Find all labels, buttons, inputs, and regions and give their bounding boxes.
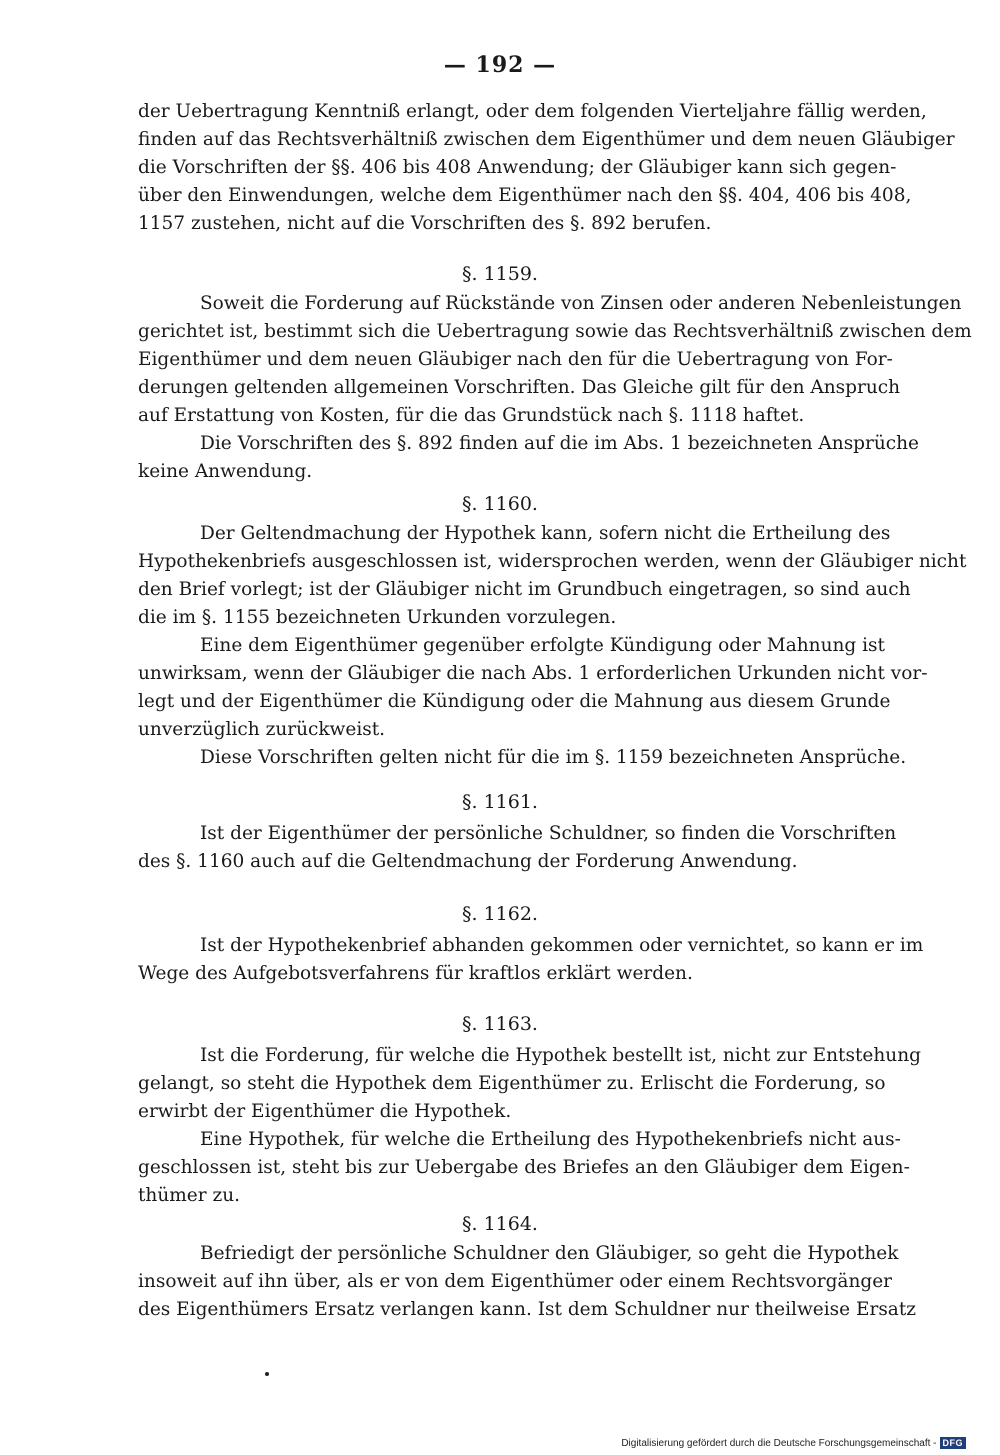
dfg-logo-icon: DFG [940, 1437, 967, 1449]
section-heading: §. 1164. [462, 1213, 538, 1235]
text-line: Eine Hypothek, für welche die Ertheilung des Hypothekenbriefs nicht aus- [200, 1129, 901, 1150]
text-line: finden auf das Rechtsverhältniß zwischen dem Eigenthümer und dem neuen Gläubiger [138, 129, 955, 150]
text-line: geschlossen ist, steht bis zur Uebergabe des Briefes an den Gläubiger dem Eigen- [138, 1157, 910, 1178]
section-heading: §. 1162. [462, 903, 538, 925]
text-line: Ist der Eigenthümer der persönliche Schuldner, so finden die Vorschriften [200, 823, 897, 844]
text-line: erwirbt der Eigenthümer die Hypothek. [138, 1101, 512, 1122]
text-line: den Brief vorlegt; ist der Gläubiger nicht im Grundbuch eingetragen, so sind auch [138, 579, 911, 600]
text-line: des §. 1160 auch auf die Geltendmachung der Forderung Anwendung. [138, 851, 798, 872]
text-line: Ist die Forderung, für welche die Hypothek bestellt ist, nicht zur Entstehung [200, 1045, 921, 1066]
text-line: derungen geltenden allgemeinen Vorschriften. Das Gleiche gilt für den Anspruch [138, 377, 901, 398]
text-line: 1157 zustehen, nicht auf die Vorschriften des §. 892 berufen. [138, 213, 712, 234]
section-heading: §. 1160. [462, 493, 538, 515]
text-line: Wege des Aufgebotsverfahrens für kraftlos erklärt werden. [138, 963, 693, 984]
text-line: gerichtet ist, bestimmt sich die Uebertragung sowie das Rechtsverhältniß zwischen dem [138, 321, 972, 342]
text-line: auf Erstattung von Kosten, für die das Grundstück nach §. 1118 haftet. [138, 405, 805, 426]
text-line: gelangt, so steht die Hypothek dem Eigenthümer zu. Erlischt die Forderung, so [138, 1073, 886, 1094]
text-line: die Vorschriften der §§. 406 bis 408 Anwendung; der Gläubiger kann sich gegen- [138, 157, 897, 178]
text-line: Hypothekenbriefs ausgeschlossen ist, widersprochen werden, wenn der Gläubiger nicht [138, 551, 967, 572]
text-line: unwirksam, wenn der Gläubiger die nach Abs. 1 erforderlichen Urkunden nicht vor- [138, 663, 928, 684]
text-line: Die Vorschriften des §. 892 finden auf die im Abs. 1 bezeichneten Ansprüche [200, 433, 920, 454]
text-line: legt und der Eigenthümer die Kündigung oder die Mahnung aus diesem Grunde [138, 691, 891, 712]
digitization-credit [621, 1437, 966, 1449]
text-line: thümer zu. [138, 1185, 241, 1206]
text-line: Eigenthümer und dem neuen Gläubiger nach den für die Uebertragung von For- [138, 349, 893, 370]
text-line: über den Einwendungen, welche dem Eigenthümer nach den §§. 404, 406 bis 408, [138, 185, 912, 206]
section-heading: §. 1159. [462, 263, 538, 285]
page-number: — 192 — [443, 52, 557, 78]
text-line: des Eigenthümers Ersatz verlangen kann. Ist dem Schuldner nur theilweise Ersatz [138, 1299, 917, 1320]
text-line: Ist der Hypothekenbrief abhanden gekommen oder vernichtet, so kann er im [200, 935, 924, 956]
text-line: keine Anwendung. [138, 461, 313, 482]
text-line: die im §. 1155 bezeichneten Urkunden vorzulegen. [138, 607, 617, 628]
text-line: Diese Vorschriften gelten nicht für die im §. 1159 bezeichneten Ansprüche. [200, 747, 907, 768]
text-line: insoweit auf ihn über, als er von dem Eigenthümer oder einem Rechtsvorgänger [138, 1271, 892, 1292]
text-line: Eine dem Eigenthümer gegenüber erfolgte Kündigung oder Mahnung ist [200, 635, 885, 656]
credit-text: Digitalisierung gefördert durch die Deutsche Forschungsgemeinschaft - [621, 1437, 937, 1449]
section-heading: §. 1163. [462, 1013, 538, 1035]
scan-speck [265, 1372, 269, 1376]
text-line: Der Geltendmachung der Hypothek kann, sofern nicht die Ertheilung des [200, 523, 891, 544]
text-line: Befriedigt der persönliche Schuldner den Gläubiger, so geht die Hypothek [200, 1243, 899, 1264]
text-line: der Uebertragung Kenntniß erlangt, oder dem folgenden Vierteljahre fällig werden, [138, 101, 927, 122]
text-line: Soweit die Forderung auf Rückstände von Zinsen oder anderen Nebenleistungen [200, 293, 962, 314]
section-heading: §. 1161. [462, 791, 538, 813]
text-line: unverzüglich zurückweist. [138, 719, 386, 740]
